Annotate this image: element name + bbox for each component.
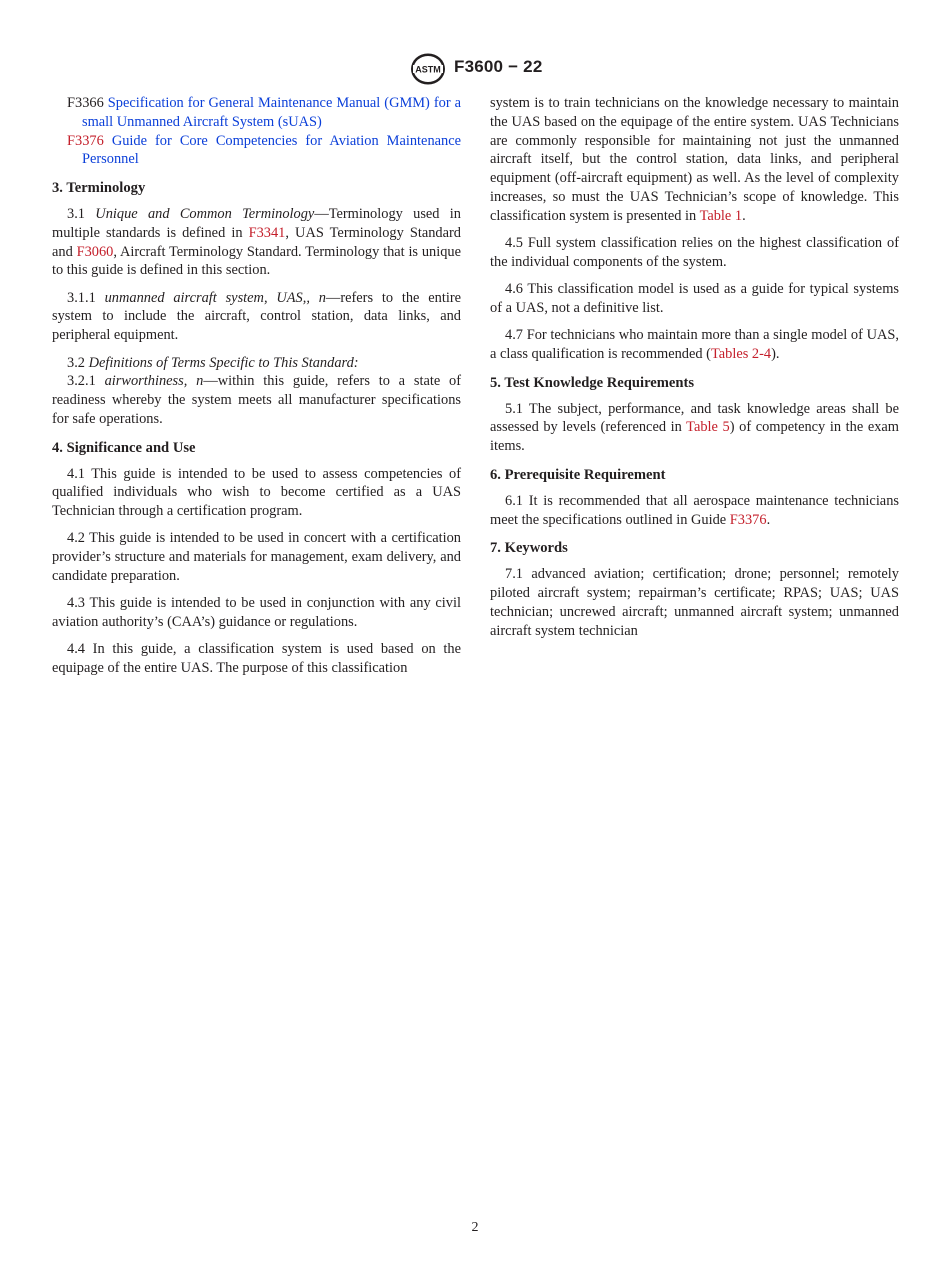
paragraph-text: —refers to the entire system to include the aircraft, control station, data links, and peripheral equipment. bbox=[52, 289, 461, 344]
paragraph-4-6: 4.6 This classification model is used as a guide for typical systems of a UAS, not a definitive list. bbox=[490, 281, 899, 316]
paragraph-text: —within this guide, refers to a state of readiness whereby the system meets all manufacturer specifications for safe operations. bbox=[52, 373, 461, 427]
defined-term: Unique and Common Terminology bbox=[95, 205, 315, 222]
link-f3341[interactable]: F3341 bbox=[248, 224, 286, 241]
link-f3376[interactable]: F3376 bbox=[729, 511, 767, 528]
paragraph-text: 5.1 The subject, performance, and task knowledge areas shall be assessed by levels (referenced in bbox=[490, 400, 899, 436]
standard-designation: F3600 − 22 bbox=[454, 57, 543, 76]
left-column bbox=[52, 94, 461, 687]
section-heading-test-knowledge: 5. Test Knowledge Requirements bbox=[490, 374, 695, 391]
paragraph-4-7 bbox=[490, 326, 899, 364]
paragraph-number: 3.1 bbox=[67, 205, 85, 222]
paragraph-text: ). bbox=[771, 346, 780, 363]
paragraph-text: system is to train technicians on the knowledge necessary to maintain the UAS based on the equipage of the entire system. UAS Technicians are commonly responsible for maintaining not just the unmanned aircraft itself, but the control station, data links, and peripheral equipment (off-aircraft equipment) as well. As the level of complexity increases, so must the UAS Technician’s scope of knowledge. This classification system is presented in bbox=[490, 95, 899, 224]
defined-term: airworthiness, n bbox=[104, 373, 204, 390]
link-table-5[interactable]: Table 5 bbox=[686, 419, 730, 436]
section-heading-terminology: 3. Terminology bbox=[52, 180, 146, 197]
reference-code: F3366 bbox=[67, 95, 104, 111]
paragraph-4-1: 4.1 This guide is intended to be used to assess competencies of qualified individuals who wish to become certified as a UAS Technician through a certification program. bbox=[52, 465, 461, 520]
section-heading-prerequisite: 6. Prerequisite Requirement bbox=[490, 467, 666, 484]
paragraph-number: 3.2 bbox=[67, 354, 85, 371]
paragraph-text: , Aircraft Terminology Standard. Terminology that is unique to this guide is defined in this section. bbox=[52, 243, 461, 279]
paragraph-4-3: 4.3 This guide is intended to be used in conjunction with any civil aviation authority’s (CAA’s) guidance or regulations. bbox=[52, 595, 461, 631]
reference-f3376 bbox=[52, 132, 461, 170]
page-header bbox=[0, 52, 950, 86]
section-heading-keywords: 7. Keywords bbox=[490, 540, 568, 557]
logo-text: ASTM bbox=[415, 64, 441, 75]
link-f3060[interactable]: F3060 bbox=[76, 243, 114, 260]
reference-f3366 bbox=[52, 94, 461, 132]
link-table-1[interactable]: Table 1 bbox=[699, 207, 743, 224]
paragraph-number: 3.1.1 bbox=[67, 289, 96, 306]
defined-term: Definitions of Terms Specific to This Standard: bbox=[88, 354, 359, 371]
paragraph-text: , UAS Terminology Standard and bbox=[52, 224, 461, 260]
paragraph-3-1 bbox=[52, 205, 461, 280]
paragraph-4-4-continued bbox=[490, 94, 899, 226]
paragraph-3-1-1 bbox=[52, 289, 461, 345]
paragraph-3-2 bbox=[52, 354, 461, 373]
paragraph-text: ) of competency in the exam items. bbox=[490, 419, 899, 455]
paragraph-text: . bbox=[766, 511, 771, 528]
reference-code-link[interactable]: F3376 bbox=[67, 132, 104, 149]
reference-title-link[interactable]: Guide for Core Competencies for Aviation Maintenance Personnel bbox=[82, 132, 461, 168]
paragraph-text: . bbox=[742, 207, 746, 224]
right-column bbox=[490, 94, 899, 649]
paragraph-text: 6.1 It is recommended that all aerospace maintenance technicians meet the specifications outlined in Guide bbox=[490, 492, 899, 528]
paragraph-text: —Terminology used in multiple standards is defined in bbox=[52, 205, 461, 241]
paragraph-5-1 bbox=[490, 400, 899, 456]
paragraph-6-1 bbox=[490, 492, 899, 530]
paragraph-7-1: 7.1 advanced aviation; certification; drone; personnel; remotely piloted aircraft system; repairman’s certificate; RPAS; UAS; UAS technician; uncrewed aircraft; unmanned aircraft system; unmanned aircraft system technician bbox=[490, 566, 899, 639]
paragraph-4-5: 4.5 Full system classification relies on the highest classification of the individual components of the system. bbox=[490, 235, 899, 270]
defined-term: unmanned aircraft system, UAS,, n bbox=[104, 289, 326, 306]
paragraph-number: 3.2.1 bbox=[67, 373, 96, 390]
section-heading-significance: 4. Significance and Use bbox=[52, 439, 196, 456]
page-number: 2 bbox=[471, 1220, 479, 1235]
reference-title-link[interactable]: Specification for General Maintenance Manual (GMM) for a small Unmanned Aircraft System (sUAS) bbox=[82, 95, 461, 130]
paragraph-4-4: 4.4 In this guide, a classification system is used based on the equipage of the entire UAS. The purpose of this classification bbox=[52, 641, 461, 677]
paragraph-4-2: 4.2 This guide is intended to be used in concert with a certification provider’s structure and materials for management, exam delivery, and candidate preparation. bbox=[52, 530, 461, 585]
astm-logo-icon bbox=[409, 52, 447, 86]
link-tables-2-4[interactable]: Tables 2-4 bbox=[710, 346, 772, 363]
paragraph-text: 4.7 For technicians who maintain more than a single model of UAS, a class qualification is recommended ( bbox=[490, 327, 899, 363]
paragraph-3-2-1 bbox=[52, 372, 461, 428]
